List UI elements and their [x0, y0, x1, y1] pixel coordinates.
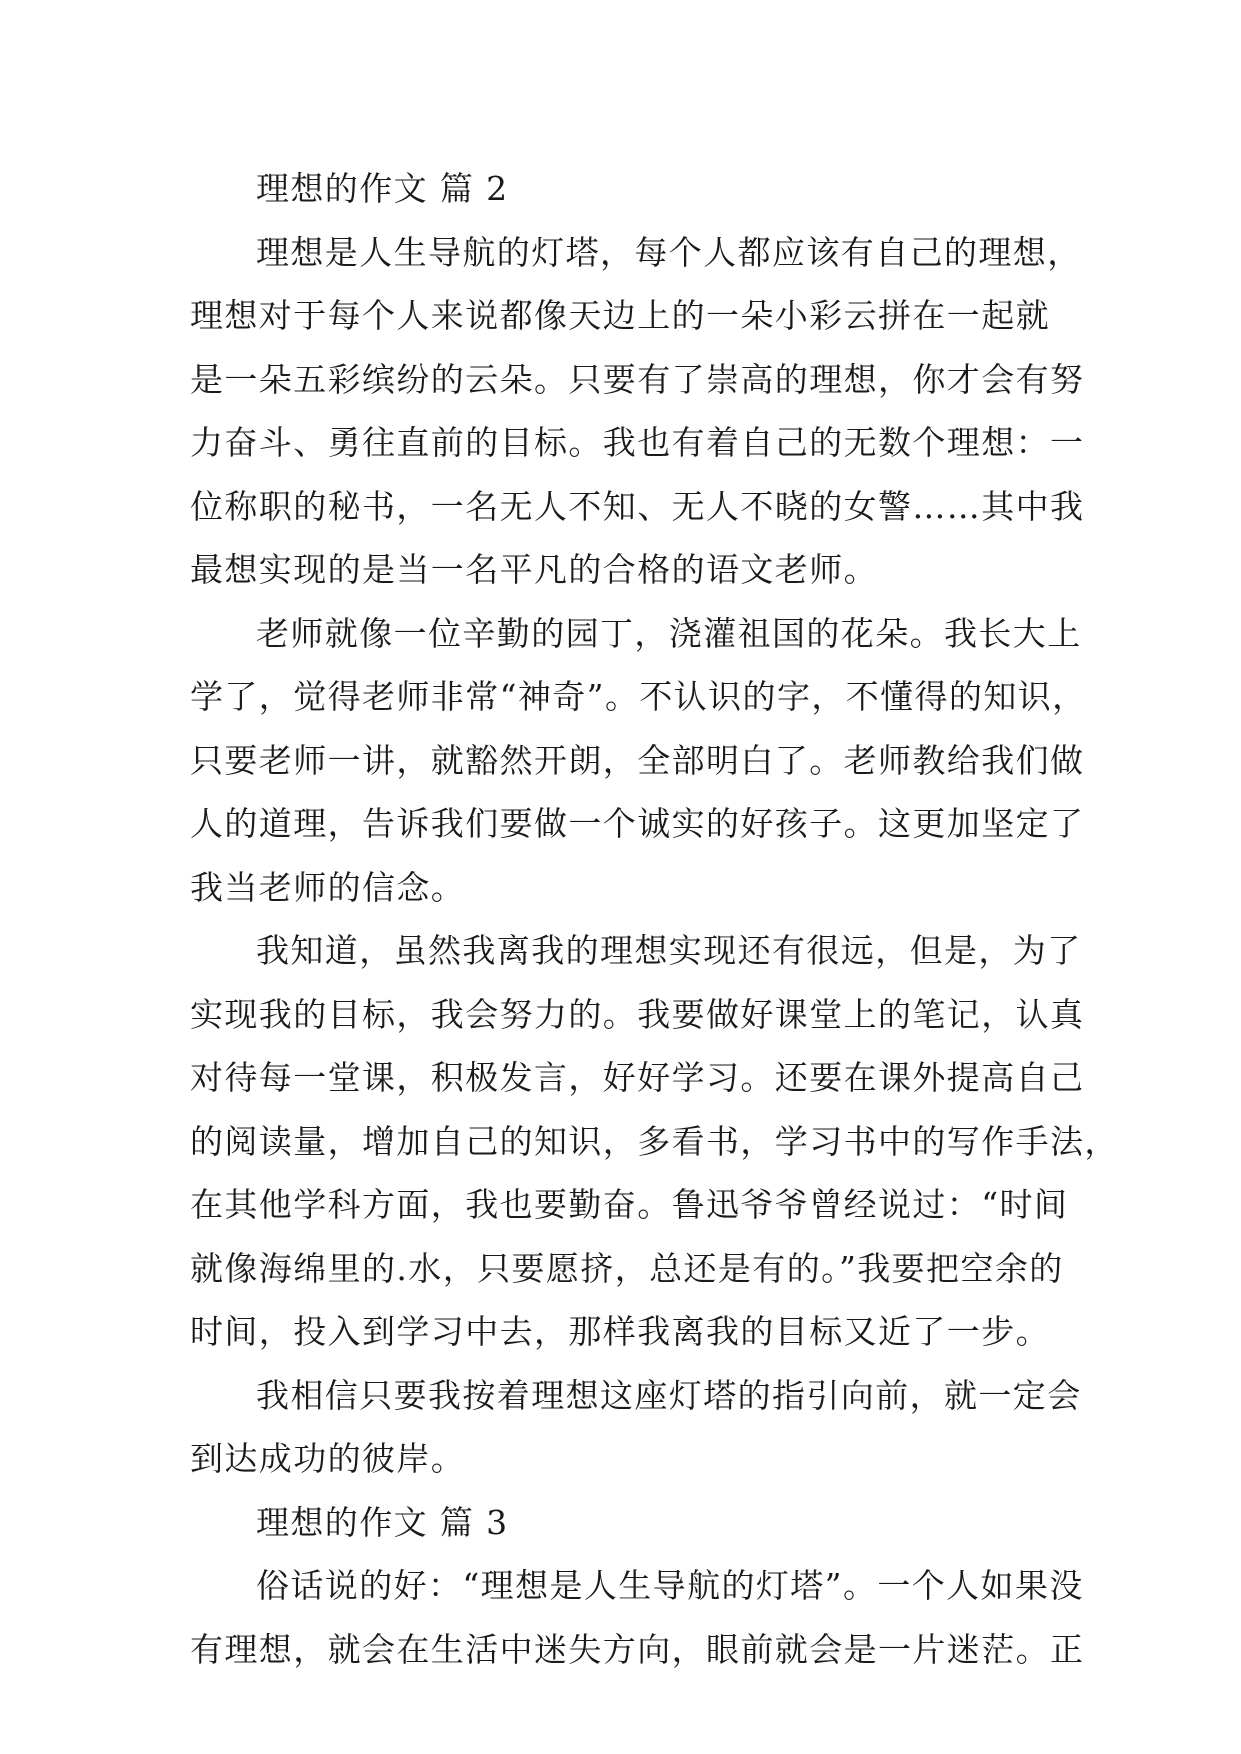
paragraph-line: 位称职的秘书，一名无人不知、无人不晓的女警……其中我 — [190, 486, 1085, 526]
paragraph-line: 我相信只要我按着理想这座灯塔的指引向前，就一定会 — [256, 1375, 1082, 1415]
paragraph-line: 人的道理，告诉我们要做一个诚实的好孩子。这更加坚定了 — [190, 804, 1085, 843]
paragraph-line: 对待每一堂课，积极发言，好好学习。还要在课外提高自己 — [190, 1058, 1085, 1097]
paragraph-line: 的阅读量，增加自己的知识，多看书，学习书中的写作手法， — [190, 1121, 1119, 1161]
paragraph-line: 理想对于每个人来说都像天边上的一朵小彩云拼在一起就 — [190, 296, 1050, 335]
paragraph-line: 我知道，虽然我离我的理想实现还有很远，但是，为了 — [256, 931, 1082, 970]
paragraph-line: 是一朵五彩缤纷的云朵。只要有了崇高的理想，你才会有努 — [190, 359, 1085, 399]
paragraph-line: 到达成功的彼岸。 — [190, 1439, 466, 1478]
paragraph-line: 我当老师的信念。 — [190, 867, 466, 907]
paragraph-line: 理想是人生导航的灯塔，每个人都应该有自己的理想， — [256, 232, 1082, 272]
paragraph-line: 就像海绵里的.水，只要愿挤，总还是有的。”我要把空余的 — [190, 1248, 1064, 1288]
document-body — [190, 157, 1119, 1681]
paragraph-line: 时间，投入到学习中去，那样我离我的目标又近了一步。 — [190, 1312, 1050, 1351]
section-heading: 理想的作文 篇 2 — [256, 169, 509, 208]
paragraph-line: 学了，觉得老师非常“神奇”。不认识的字，不懂得的知识， — [190, 677, 1087, 716]
paragraph-line: 只要老师一讲，就豁然开朗，全部明白了。老师教给我们做 — [190, 740, 1085, 780]
paragraph-line: 在其他学科方面，我也要勤奋。鲁迅爷爷曾经说过：“时间 — [190, 1185, 1069, 1224]
section-heading: 理想的作文 篇 3 — [256, 1502, 509, 1542]
paragraph-line: 最想实现的是当一名平凡的合格的语文老师。 — [190, 550, 878, 589]
paragraph-line: 实现我的目标，我会努力的。我要做好课堂上的笔记，认真 — [190, 994, 1085, 1034]
paragraph-line: 力奋斗、勇往直前的目标。我也有着自己的无数个理想：一 — [190, 423, 1085, 462]
paragraph-line: 有理想，就会在生活中迷失方向，眼前就会是一片迷茫。正 — [190, 1629, 1085, 1669]
paragraph-line: 老师就像一位辛勤的园丁，浇灌祖国的花朵。我长大上 — [256, 613, 1082, 653]
paragraph-line: 俗话说的好：“理想是人生导航的灯塔”。一个人如果没 — [256, 1566, 1084, 1605]
